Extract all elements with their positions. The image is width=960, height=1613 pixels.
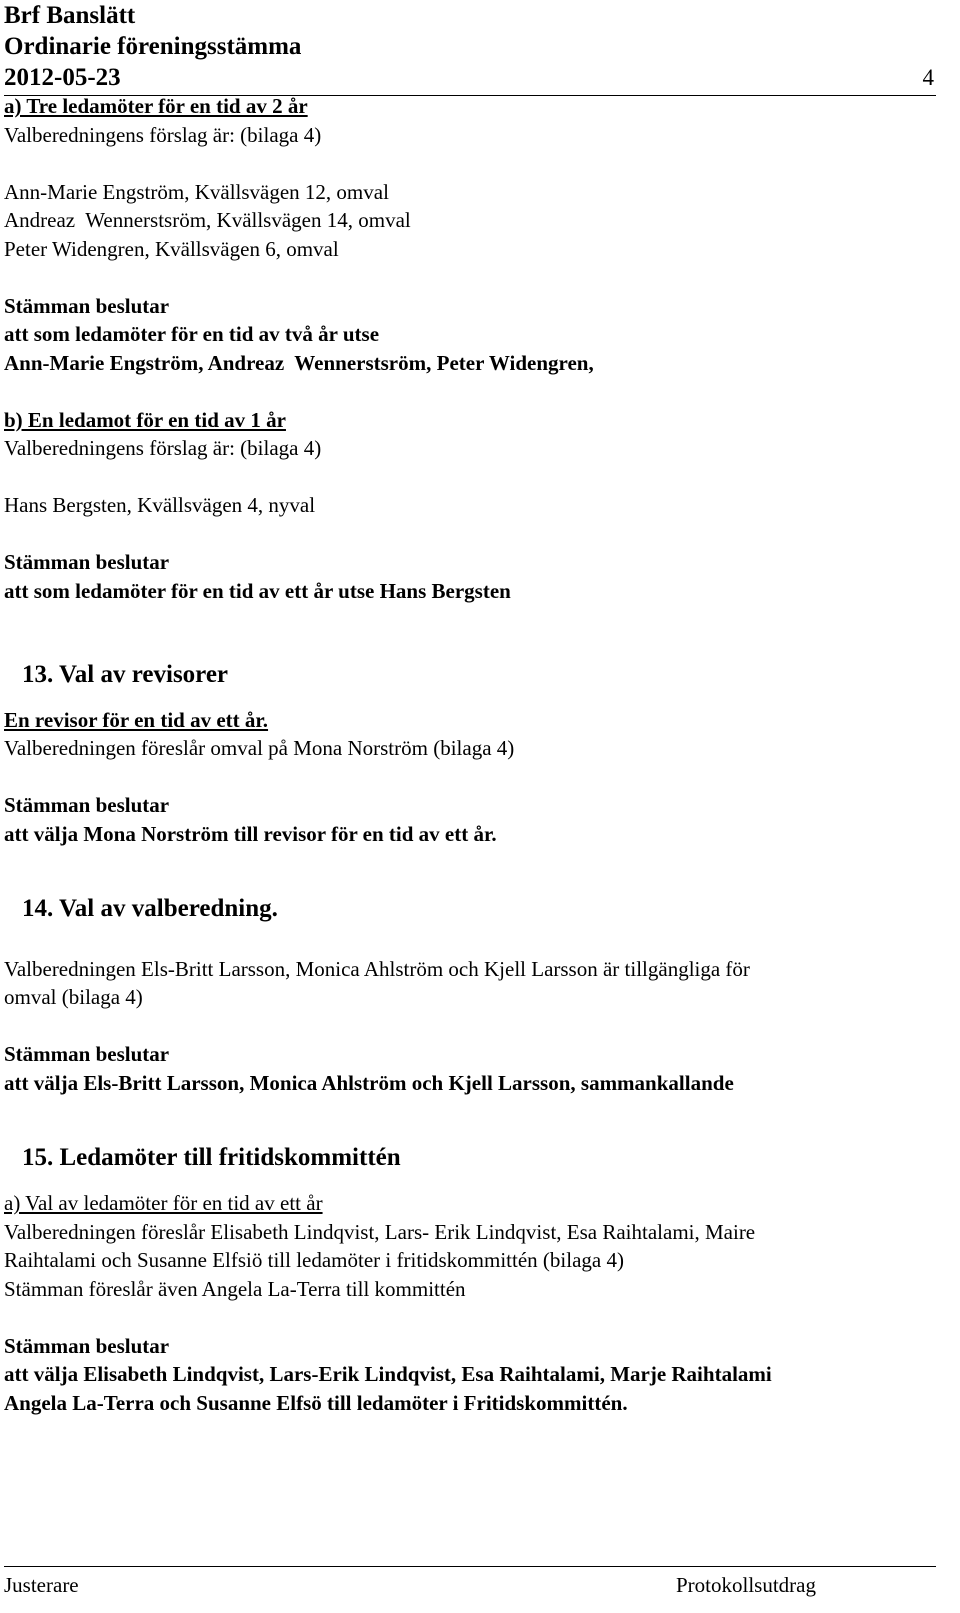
section-13-heading [4, 658, 934, 692]
section-15-text: Raihtalami och Susanne Elfsiö till ledamöter i fritidskommittén (bilaga 4) [4, 1248, 624, 1272]
section-15-text: Valberedningen föreslår Elisabeth Lindqvist, Lars- Erik Lindqvist, Esa Raihtalami, Maire [4, 1219, 756, 1244]
organization-name: Brf Banslätt [4, 2, 136, 29]
decision-label: Stämman beslutar [4, 293, 170, 318]
decision-text: att välja Els-Britt Larsson, Monica Ahlström och Kjell Larsson, sammankallande [4, 1070, 734, 1095]
page-number: 4 [922, 65, 934, 90]
candidate-line: Hans Bergsten, Kvällsvägen 4, nyval [4, 493, 316, 517]
section-14-heading [4, 892, 934, 926]
section-13-title: 13. Val av revisorer [22, 660, 229, 688]
decision-label: Stämman beslutar [4, 1333, 170, 1358]
decision-text: att välja Mona Norström till revisor för en tid av ett år. [4, 821, 497, 846]
decision-text: att som ledamöter för en tid av två år utse [4, 322, 380, 346]
header-date-row [4, 62, 936, 96]
decision-text: att välja Elisabeth Lindqvist, Lars-Erik Lindqvist, Esa Raihtalami, Marje Raihtalami [4, 1362, 772, 1386]
decision-label: Stämman beslutar [4, 793, 170, 817]
candidate-line: Peter Widengren, Kvällsvägen 6, omval [4, 236, 339, 261]
subsection-b-proposal: Valberedningens förslag är: (bilaga 4) [4, 436, 322, 460]
section-15-subheading: a) Val av ledamöter för en tid av ett år [4, 1191, 323, 1215]
section-15-title: 15. Ledamöter till fritidskommittén [22, 1144, 401, 1171]
meeting-title: Ordinarie föreningsstämma [4, 33, 302, 60]
page-footer [4, 1566, 936, 1597]
section-14-text: Valberedningen Els-Britt Larsson, Monica Ahlström och Kjell Larsson är tillgängliga för [4, 956, 750, 981]
candidate-line: Ann-Marie Engström, Kvällsvägen 12, omval [4, 179, 389, 204]
decision-label: Stämman beslutar [4, 1042, 170, 1066]
decision-text: att som ledamöter för en tid av ett år utse Hans Bergsten [4, 578, 511, 603]
subsection-a-heading: a) Tre ledamöter för en tid av 2 år [4, 94, 308, 118]
page-header [4, 0, 936, 96]
section-15-heading [4, 1141, 934, 1175]
footer-justerare: Justerare [4, 1573, 79, 1597]
decision-text: Angela La-Terra och Susanne Elfsö till ledamöter i Fritidskommittén. [4, 1390, 628, 1415]
document-body [4, 92, 934, 1417]
subsection-a-proposal: Valberedningens förslag är: (bilaga 4) [4, 122, 322, 147]
subsection-b-heading: b) En ledamot för en tid av 1 år [4, 407, 286, 432]
section-13-proposal: Valberedningen föreslår omval på Mona Norström (bilaga 4) [4, 736, 515, 760]
section-15-text: Stämman föreslår även Angela La-Terra till kommittén [4, 1276, 466, 1301]
decision-text: Ann-Marie Engström, Andreaz Wennerstsröm, Peter Widengren, [4, 350, 594, 375]
candidate-line: Andreaz Wennerstsröm, Kvällsvägen 14, omval [4, 208, 411, 232]
section-14-title: 14. Val av valberedning. [22, 895, 278, 922]
section-14-text: omval (bilaga 4) [4, 985, 143, 1009]
decision-label: Stämman beslutar [4, 550, 170, 574]
meeting-date: 2012-05-23 [4, 64, 121, 91]
section-13-subheading: En revisor för en tid av ett år. [4, 707, 269, 732]
footer-protokollsutdrag: Protokollsutdrag [676, 1573, 816, 1597]
